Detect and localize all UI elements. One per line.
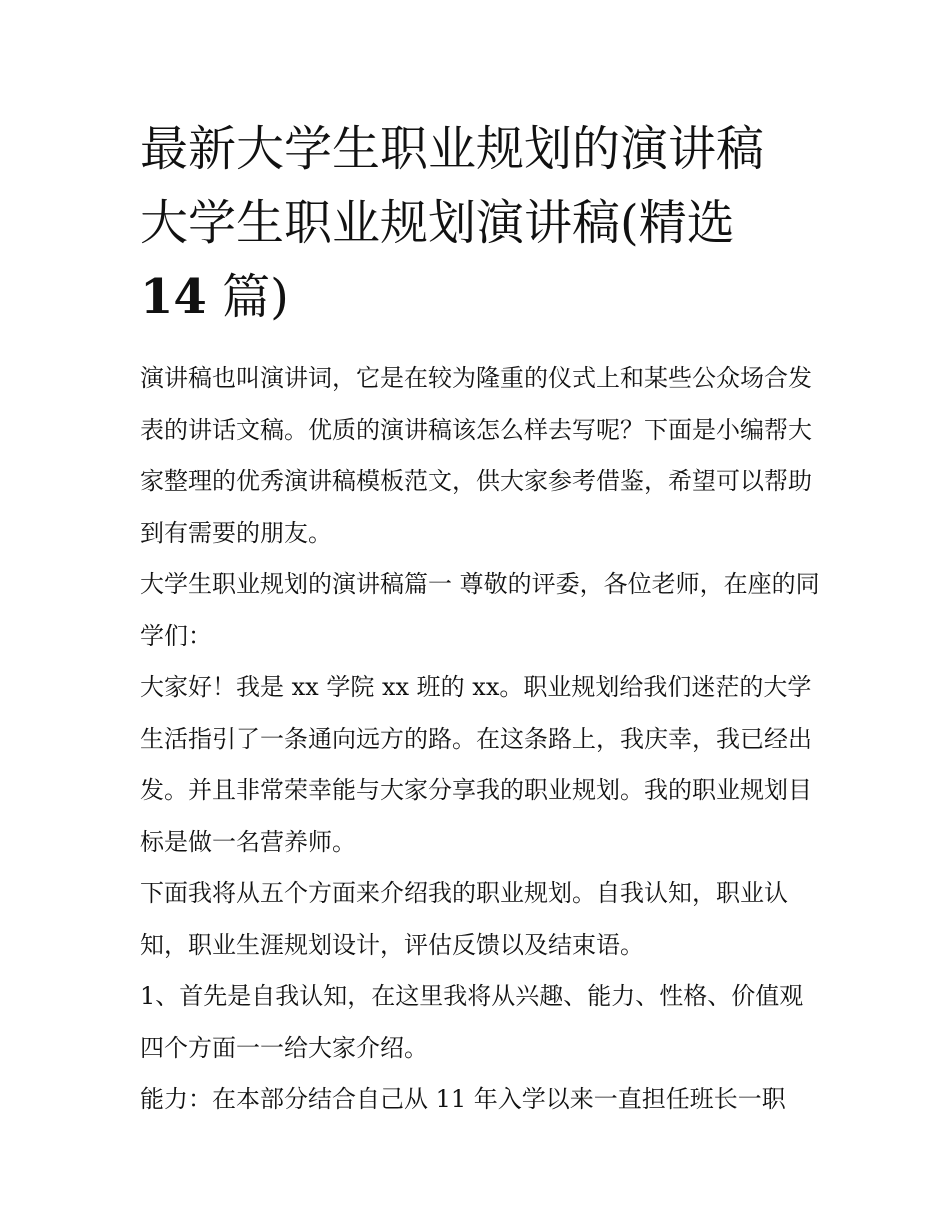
paragraph-self-awareness: 1、首先是自我认知，在这里我将从兴趣、能力、性格、价值观四个方面一一给大家介绍。 — [140, 982, 804, 1062]
paragraph-outline: 下面我将从五个方面来介绍我的职业规划。自我认知，职业认知，职业生涯规划设计，评估反馈以及结束语。 — [140, 879, 788, 959]
document-title — [140, 112, 820, 334]
paragraph-ability: 能力：在本部分结合自己从 11 年入学以来一直担任班长一职 — [140, 1085, 786, 1113]
title-line-1: 最新大学生职业规划的演讲稿 — [140, 121, 765, 177]
document-body — [140, 353, 820, 1126]
title-line-2: 大学生职业规划演讲稿(精选 — [140, 195, 735, 251]
title-article-count: 14 — [140, 269, 207, 325]
paragraph-intro: 演讲稿也叫演讲词，它是在较为隆重的仪式上和某些公众场合发表的讲话文稿。优质的演讲稿该怎么样去写呢？下面是小编帮大家整理的优秀演讲稿模板范文，供大家参考借鉴，希望可以帮助到有需要的朋友。 — [140, 364, 812, 547]
paragraph-self-introduction: 大家好！我是 xx 学院 xx 班的 xx。职业规划给我们迷茫的大学生活指引了一条通向远方的路。在这条路上，我庆幸，我已经出发。并且非常荣幸能与大家分享我的职业规划。我的职业规划目标是做一名营养师。 — [140, 673, 812, 856]
title-line-3: 篇) — [222, 269, 289, 325]
paragraph-greeting-header: 大学生职业规划的演讲稿篇一 尊敬的评委，各位老师，在座的同学们： — [140, 570, 820, 650]
